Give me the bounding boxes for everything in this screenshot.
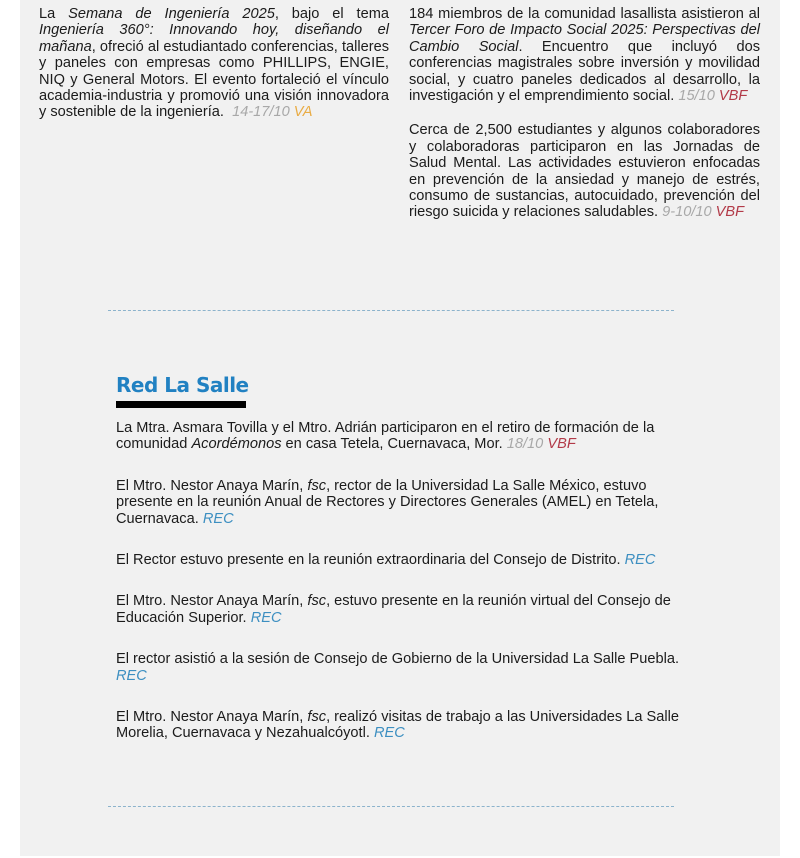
text: , rector de la Universidad La Salle México, estuvo presente en la reunión Anual de Rectores y Directores Generales (AMEL) en Tetela, Cuernavaca.: [116, 477, 659, 527]
left-column: [39, 6, 389, 139]
event-name: Tercer Foro de Impacto Social 2025: Perspectivas del Cambio Social: [409, 22, 760, 55]
news-item-salud-mental: [409, 122, 760, 220]
red-la-salle-list: [116, 420, 684, 767]
news-item-semana-ingenieria: [39, 6, 389, 121]
item-tag: REC: [116, 667, 147, 684]
item-tag: VBF: [715, 204, 745, 221]
text: El Mtro. Nestor Anaya Marín,: [116, 477, 308, 494]
item-tag: VBF: [547, 436, 576, 453]
item-tag: REC: [250, 609, 282, 626]
title-abbrev: fsc: [307, 477, 327, 494]
text: , ofreció al estudiantado conferencias, talleres y paneles con empresas como PHILLIPS, ENGIE, NIQ y General Motors. El evento fortaleció el vínculo academia-industria y promovió una visión innovadora y sostenible de la ingeniería.: [39, 38, 389, 121]
title-abbrev: fsc: [307, 593, 327, 610]
news-item-foro-impacto-social: [409, 6, 760, 104]
list-item: [116, 552, 684, 568]
text: El rector asistió a la sesión de Consejo de Gobierno de la Universidad La Salle Puebla.: [116, 651, 679, 668]
list-item: [116, 593, 684, 626]
title-abbrev: fsc: [307, 709, 327, 726]
title-underline-bar: [116, 401, 246, 408]
text: 184 miembros de la comunidad lasallista asistieron al: [409, 6, 760, 22]
event-theme: Ingeniería 360°: Innovando hoy, diseñando el mañana: [39, 22, 389, 55]
item-tag: REC: [624, 552, 656, 569]
list-item: [116, 651, 684, 684]
text: El Rector estuvo presente en la reunión extraordinaria del Consejo de Distrito.: [116, 552, 621, 569]
section-divider: [108, 310, 674, 311]
right-column: [409, 6, 760, 239]
item-tag: REC: [202, 510, 234, 527]
text: La Mtra. Asmara Tovilla y el Mtro. Adrián participaron en el retiro de formación de la comunidad: [116, 420, 655, 453]
list-item: [116, 420, 684, 453]
text: El Mtro. Nestor Anaya Marín,: [116, 593, 308, 610]
item-tag: REC: [373, 725, 405, 742]
section-title: Red La Salle: [116, 373, 249, 397]
text: , estuvo presente en la reunión virtual del Consejo de Educación Superior.: [116, 593, 671, 626]
text: , bajo el tema: [274, 6, 389, 22]
item-date: 15/10: [678, 88, 715, 105]
list-item: [116, 478, 684, 527]
section-divider: [108, 806, 674, 807]
text: Cerca de 2,500 estudiantes y algunos colaboradores y colaboradoras participaron en las Jornadas de Salud Mental. Las actividades estuvieron enfocadas en prevención de la ansiedad y manejo de estrés, consumo de sustancias, autocuidado, prevención del riesgo suicida y relaciones saludables.: [409, 122, 760, 221]
community-name: Acordémonos: [191, 436, 282, 453]
text: , realizó visitas de trabajo a las Universidades La Salle Morelia, Cuernavaca y Nezahualcóyotl.: [116, 709, 679, 742]
text: en casa Tetela, Cuernavaca, Mor.: [281, 436, 503, 453]
item-date: 9-10/10: [662, 204, 712, 221]
text: La: [39, 6, 69, 22]
text: . Encuentro que incluyó dos conferencias magistrales sobre inversión y movilidad social, y cuatro paneles dedicados al desarrollo, la investigación y el emprendimiento social.: [409, 38, 760, 105]
item-date: 14-17/10: [232, 104, 290, 121]
text: El Mtro. Nestor Anaya Marín,: [116, 709, 308, 726]
item-tag: VBF: [718, 88, 748, 105]
list-item: [116, 709, 684, 742]
item-tag: VA: [293, 104, 313, 121]
item-date: 18/10: [506, 436, 544, 453]
event-name: Semana de Ingeniería 2025: [68, 6, 275, 22]
